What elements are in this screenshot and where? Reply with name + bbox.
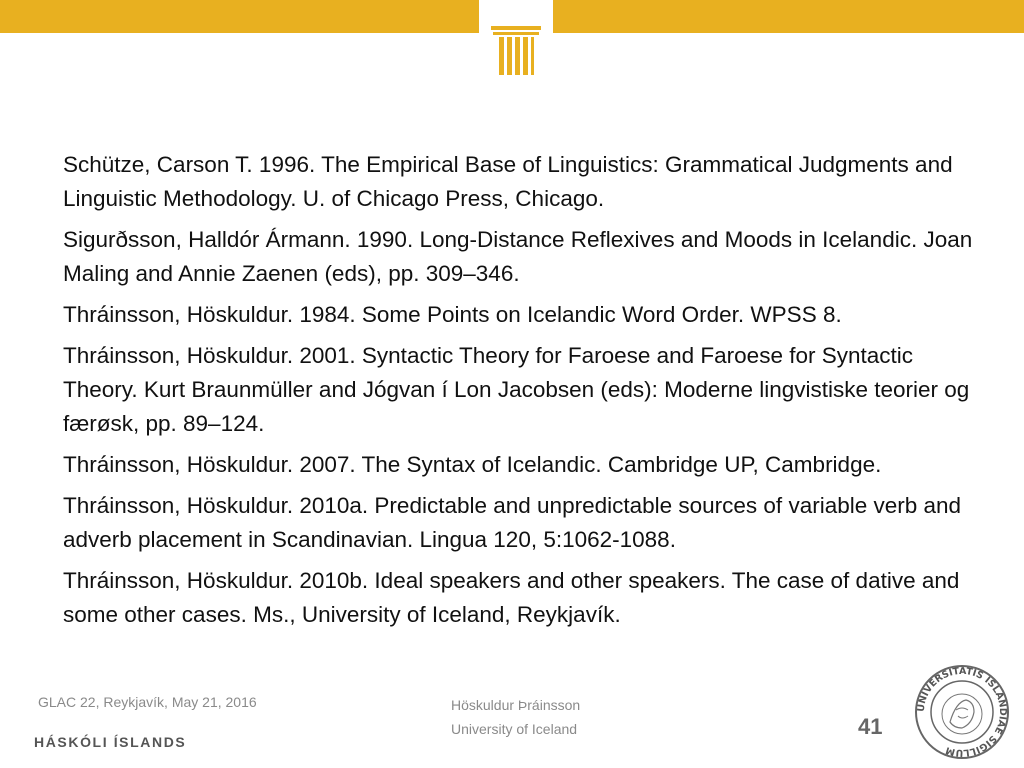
columns-logo-icon	[479, 0, 553, 80]
reference-item: Thráinsson, Höskuldur. 2010a. Predictable and unpredictable sources of variable verb and adverb placement in Scandinavian. Lingua 120, 5:1062-1088.	[63, 493, 962, 552]
reference-item: Thráinsson, Höskuldur. 2010b. Ideal speakers and other speakers. The case of dative and some other cases. Ms., University of Iceland, Reykjavík.	[63, 568, 960, 627]
footer-author-block	[451, 693, 580, 741]
reference-item: Sigurðsson, Halldór Ármann. 1990. Long-Distance Reflexives and Moods in Icelandic. Joan Maling and Annie Zaenen (eds), pp. 309–346.	[63, 227, 973, 286]
reference-item: Thráinsson, Höskuldur. 1984. Some Points on Icelandic Word Order. WPSS 8.	[63, 302, 842, 327]
university-logo	[479, 0, 553, 80]
reference-item: Schütze, Carson T. 1996. The Empirical Base of Linguistics: Grammatical Judgments and Linguistic Methodology. U. of Chicago Press, Chicago.	[63, 152, 953, 211]
footer-affiliation: University of Iceland	[451, 721, 578, 737]
footer-event: GLAC 22, Reykjavík, May 21, 2016	[38, 694, 257, 710]
reference-item: Thráinsson, Höskuldur. 2001. Syntactic Theory for Faroese and Faroese for Syntactic Theory. Kurt Braunmüller and Jógvan í Lon Jacobsen (eds): Moderne lingvistiske teorier og færøsk, pp. 89–124.	[63, 343, 970, 436]
brand-name: HÁSKÓLI ÍSLANDS	[34, 734, 187, 750]
seal-text: UNIVERSITATIS ISLANDIAE SIGILLUM	[915, 665, 1009, 759]
university-seal-icon	[914, 664, 1010, 760]
footer-author: Höskuldur Þráinsson	[451, 697, 581, 713]
reference-list	[63, 148, 973, 639]
reference-item: Thráinsson, Höskuldur. 2007. The Syntax of Icelandic. Cambridge UP, Cambridge.	[63, 452, 882, 477]
page-number: 41	[858, 714, 883, 739]
